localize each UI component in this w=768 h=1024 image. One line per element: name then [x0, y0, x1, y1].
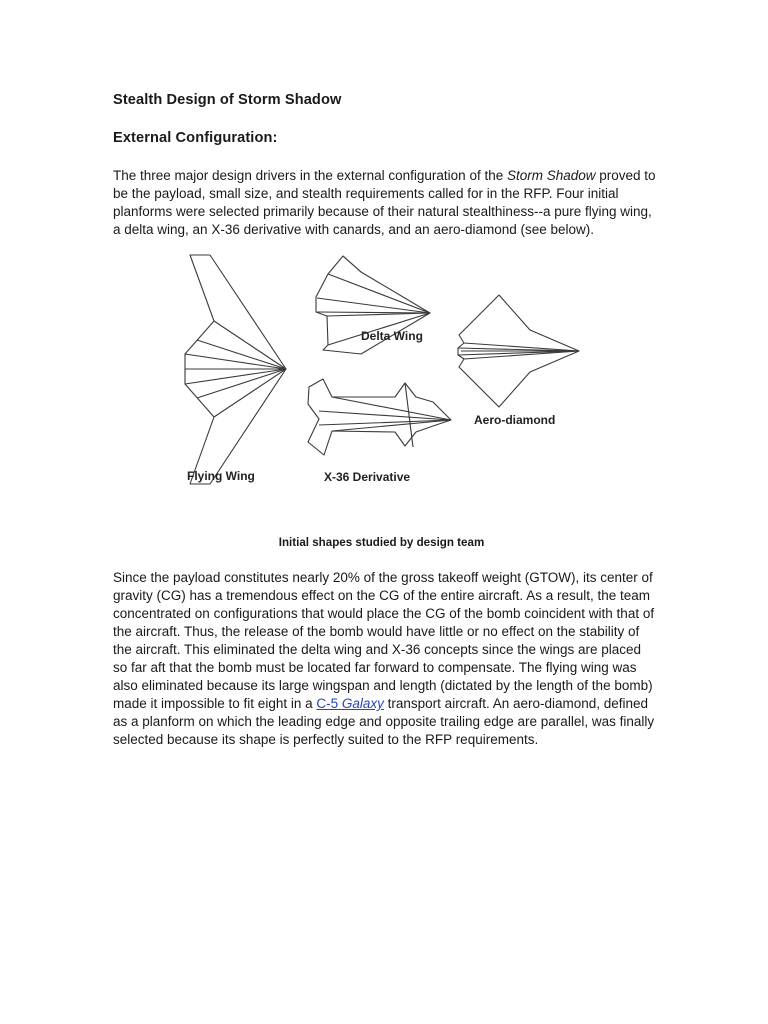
link-text-italic: Galaxy	[341, 696, 384, 711]
label-aero-diamond: Aero-diamond	[474, 413, 556, 427]
intro-italic-name: Storm Shadow	[506, 168, 596, 183]
label-delta-wing: Delta Wing	[361, 329, 423, 343]
section-heading: External Configuration:	[113, 130, 278, 146]
figure-caption: Initial shapes studied by design team	[278, 536, 485, 549]
document-title: Stealth Design of Storm Shadow	[113, 92, 342, 108]
planforms-figure	[113, 244, 658, 528]
label-x36-derivative: X-36 Derivative	[324, 470, 411, 484]
analysis-text-end: transport aircraft. An aero-diamond, defined as a planform on which the leading edge and opposite trailing edge are parallel, was finally selected because its shape is perfectly suited to the RFP requirements.	[113, 696, 655, 747]
planforms-drawing	[113, 244, 658, 528]
label-flying-wing: Flying Wing	[187, 469, 255, 483]
x36-shape	[308, 379, 451, 455]
flying-wing-shape	[185, 255, 286, 484]
aero-diamond-shape	[458, 295, 579, 407]
intro-paragraph	[113, 167, 658, 239]
document-page	[113, 86, 658, 749]
link-text-plain: C-5	[316, 696, 342, 711]
intro-text-start: The three major design drivers in the external configuration of the	[113, 168, 507, 183]
analysis-paragraph	[113, 569, 658, 749]
analysis-text-start: Since the payload constitutes nearly 20% of the gross takeoff weight (GTOW), its center of gravity (CG) has a tremendous effect on the CG of the entire aircraft. As a result, the team concentrated on configurations that would place the CG of the bomb coincident with that of the aircraft. Thus, the release of the bomb would have little or no effect on the stability of the aircraft. This eliminated the delta wing and X-36 concepts since the wings are placed so far aft that the bomb must be located far forward to compensate. The flying wing was also eliminated because its large wingspan and length (dictated by the length of the bomb) made it impossible to fit eight in a	[113, 570, 655, 711]
intro-text-end: proved to be the payload, small size, and stealth requirements called for in the RFP. Four initial planforms were selected primarily because of their natural stealthiness--a pure flying wing, a delta wing, an X-36 derivative with canards, and an aero-diamond (see below).	[113, 168, 656, 237]
c5-galaxy-link[interactable]	[316, 696, 384, 711]
